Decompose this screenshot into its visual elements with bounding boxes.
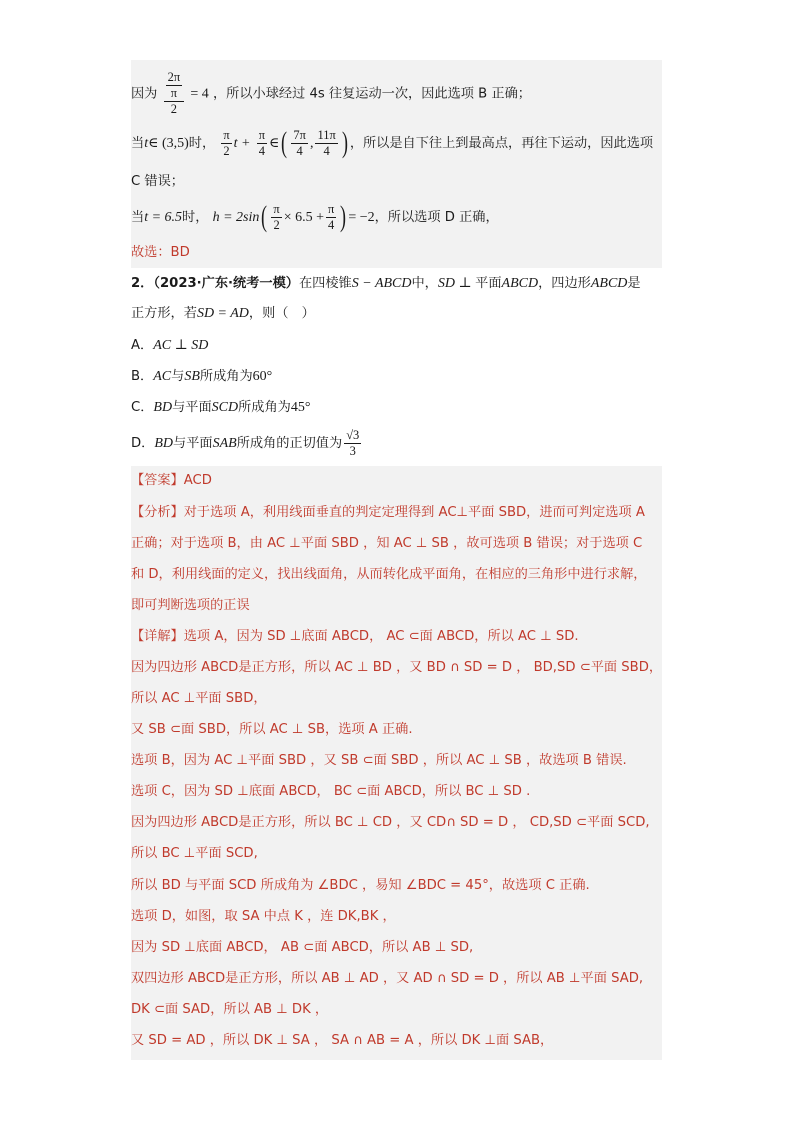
question-number: 2． — [131, 276, 154, 291]
text: 当 — [131, 210, 145, 225]
detail-line-6 — [131, 782, 662, 802]
detail-line-13 — [131, 1000, 662, 1020]
math: S − ABCD — [351, 276, 412, 291]
math: t = 6.5 — [144, 210, 183, 225]
fraction-den: 4 — [296, 143, 303, 158]
math: 45° — [290, 400, 311, 415]
text: 选项 D，如图，取 SA 中点 K ，连 DK,BK ， — [131, 909, 396, 924]
text: C 错误； — [131, 174, 184, 189]
text: 所成角的正切值为 — [236, 436, 343, 451]
fraction-den: π — [170, 86, 178, 100]
detail-line-9 — [131, 876, 662, 896]
text: 因为四边形 ABCD是正方形，所以 BC ⊥ CD ，又 CD∩ SD = D ， CD,SD ⊂平面 SCD, — [131, 815, 650, 830]
math: ∈ — [269, 136, 280, 151]
text: 所以 BC ⊥平面 SCD, — [131, 846, 258, 861]
detail-line-10 — [131, 907, 662, 927]
text: 因为 SD ⊥底面 ABCD， AB ⊂面 ABCD，所以 AB ⊥ SD, — [131, 940, 474, 955]
text: 选项 C，因为 SD ⊥底面 ABCD， BC ⊂面 ABCD，所以 BC ⊥ SD . — [131, 784, 531, 799]
analysis-label: 【分析】 — [131, 505, 184, 520]
math: × 6.5 + — [283, 210, 325, 225]
fraction-den: 4 — [323, 143, 330, 158]
math: = 4 — [190, 86, 209, 102]
text: 因为四边形 ABCD是正方形，所以 AC ⊥ BD ，又 BD ∩ SD = D ， BD,SD ⊂平面 SBD， — [131, 660, 663, 675]
detail-line-14 — [131, 1031, 662, 1051]
detail-line-1 — [131, 627, 662, 647]
detail-line-7 — [131, 813, 662, 833]
fraction — [326, 202, 336, 233]
text: ，四边形 — [538, 276, 591, 291]
fraction-den: 2 — [223, 143, 230, 158]
line-1 — [131, 70, 662, 114]
detail-line-12 — [131, 969, 662, 989]
math: t + — [233, 136, 251, 151]
option-label: D． — [131, 436, 155, 451]
fraction — [271, 202, 281, 233]
fraction-den: 4 — [328, 217, 335, 232]
option-a — [131, 336, 662, 356]
text: ，所以是自下往上到最高点，再往下运动，因此选项 — [349, 136, 654, 151]
line-3 — [131, 172, 662, 192]
answer-value: ACD — [183, 473, 212, 488]
math: , — [309, 136, 314, 151]
paren-close: ) — [341, 126, 348, 159]
fraction — [221, 128, 231, 159]
fraction-num — [164, 70, 185, 102]
math: AC ⊥ SD — [153, 338, 209, 353]
math: BD — [153, 400, 173, 415]
text: 当 — [131, 136, 145, 151]
math: BD — [154, 436, 174, 451]
analysis-line-4 — [131, 596, 662, 616]
text: 时， — [182, 210, 209, 225]
fraction-num: 2π — [167, 70, 181, 84]
text: 故选：BD — [131, 245, 190, 260]
analysis-line-3 — [131, 565, 662, 585]
option-label: A． — [131, 338, 154, 353]
math: SD ⊥ — [437, 276, 476, 291]
line-5 — [131, 243, 662, 263]
fraction-num: 11π — [317, 127, 336, 142]
math: ∈ (3,5) — [148, 136, 189, 151]
detail-line-4 — [131, 720, 662, 740]
analysis-line-1 — [131, 503, 662, 523]
fraction — [344, 428, 361, 459]
analysis-line-2 — [131, 534, 662, 554]
paren-open: ( — [281, 126, 288, 159]
text: 正方形，若 — [131, 306, 197, 321]
text: ，所以选项 D 正确， — [374, 210, 499, 225]
text: 所成角为 — [238, 400, 291, 415]
fraction-den: 3 — [349, 443, 356, 458]
text: 对于选项 A，利用线面垂直的判定定理得到 AC⊥平面 SBD，进而可判定选项 A — [183, 505, 645, 520]
detail-line-3 — [131, 689, 662, 709]
paren-open: ( — [261, 200, 268, 233]
fraction-num: √3 — [346, 427, 360, 442]
text: 与平面 — [173, 436, 213, 451]
option-label: B． — [131, 369, 154, 384]
text: 所以 BD 与平面 SCD 所成角为 ∠BDC ，易知 ∠BDC = 45°，故选项 C 正确. — [131, 878, 590, 893]
detail-line-2 — [131, 658, 662, 678]
text: 中， — [411, 276, 438, 291]
fraction-den: 2 — [170, 102, 177, 116]
text: 正确；对于选项 B，由 AC ⊥平面 SBD ，知 AC ⊥ SB ，故可选项 B 错误；对于选项 C — [131, 536, 643, 551]
fraction-num: 7π — [293, 127, 306, 142]
option-d — [131, 424, 662, 464]
text: ，则（ ） — [248, 306, 315, 321]
fraction-num: π — [258, 127, 266, 142]
question-source: （2023·广东·统考一模） — [153, 276, 299, 291]
text: 是 — [627, 276, 641, 291]
fraction-num: π — [223, 127, 230, 142]
math: t — [144, 136, 149, 151]
fraction-den: 4 — [258, 143, 265, 158]
line-4 — [131, 198, 662, 238]
fraction — [166, 70, 183, 101]
fraction-den: 2 — [273, 217, 280, 232]
math: AC — [153, 369, 172, 384]
text: 双四边形 ABCD是正方形，所以 AB ⊥ AD ，又 AD ∩ SD = D ，所以 AB ⊥平面 SAD, — [131, 971, 644, 986]
text: 平面 — [475, 276, 502, 291]
answer-line — [131, 471, 662, 491]
fraction — [291, 128, 308, 159]
math: SB — [184, 369, 200, 384]
line-2 — [131, 124, 662, 164]
math: 60° — [252, 369, 273, 384]
option-label: C． — [131, 400, 154, 415]
text: DK ⊂面 SAD，所以 AB ⊥ DK ， — [131, 1002, 329, 1017]
detail-line-5 — [131, 751, 662, 771]
text: 在四棱锥 — [299, 276, 352, 291]
text: 因为 — [131, 86, 158, 102]
answer-label: 【答案】 — [131, 473, 184, 488]
detail-line-8 — [131, 844, 662, 864]
text: 又 SD = AD ，所以 DK ⊥ SA ， SA ∩ AB = A ，所以 DK ⊥面 SAB， — [131, 1033, 554, 1048]
math: = −2 — [348, 210, 375, 225]
text: 和 D，利用线面的定义，找出线面角，从而转化成平面角，在相应的三角形中进行求解， — [131, 567, 647, 582]
math: ABCD — [590, 276, 628, 291]
paren-close: ) — [340, 200, 347, 233]
text: 又 SB ⊂面 SBD，所以 AC ⊥ SB，选项 A 正确. — [131, 722, 413, 737]
text: 与 — [171, 369, 185, 384]
text: ，所以小球经过 4s 往复运动一次，因此选项 B 正确； — [212, 86, 531, 102]
text: 与平面 — [172, 400, 212, 415]
math: SCD — [211, 400, 239, 415]
fraction-num: π — [273, 201, 280, 216]
question-line-1 — [131, 274, 662, 294]
text: 选项 A，因为 SD ⊥底面 ABCD， AC ⊂面 ABCD，所以 AC ⊥ SD. — [183, 629, 579, 644]
compound-fraction — [164, 70, 185, 117]
fraction-num: π — [328, 201, 335, 216]
math: h = 2sin — [212, 210, 260, 225]
fraction — [257, 128, 267, 159]
detail-label: 【详解】 — [131, 629, 184, 644]
text: 选项 B，因为 AC ⊥平面 SBD ，又 SB ⊂面 SBD ，所以 AC ⊥ SB ，故选项 B 错误. — [131, 753, 627, 768]
question-line-2 — [131, 304, 662, 324]
option-c — [131, 398, 662, 418]
text: 即可判断选项的正误 — [131, 598, 250, 613]
math: SAB — [212, 436, 237, 451]
math: ABCD — [501, 276, 539, 291]
text: 所成角为 — [199, 369, 253, 384]
fraction — [315, 128, 337, 159]
option-b — [131, 367, 662, 387]
text: 所以 AC ⊥平面 SBD， — [131, 691, 267, 706]
detail-line-11 — [131, 938, 662, 958]
text: 时， — [188, 136, 216, 151]
math: SD = AD — [196, 306, 249, 321]
